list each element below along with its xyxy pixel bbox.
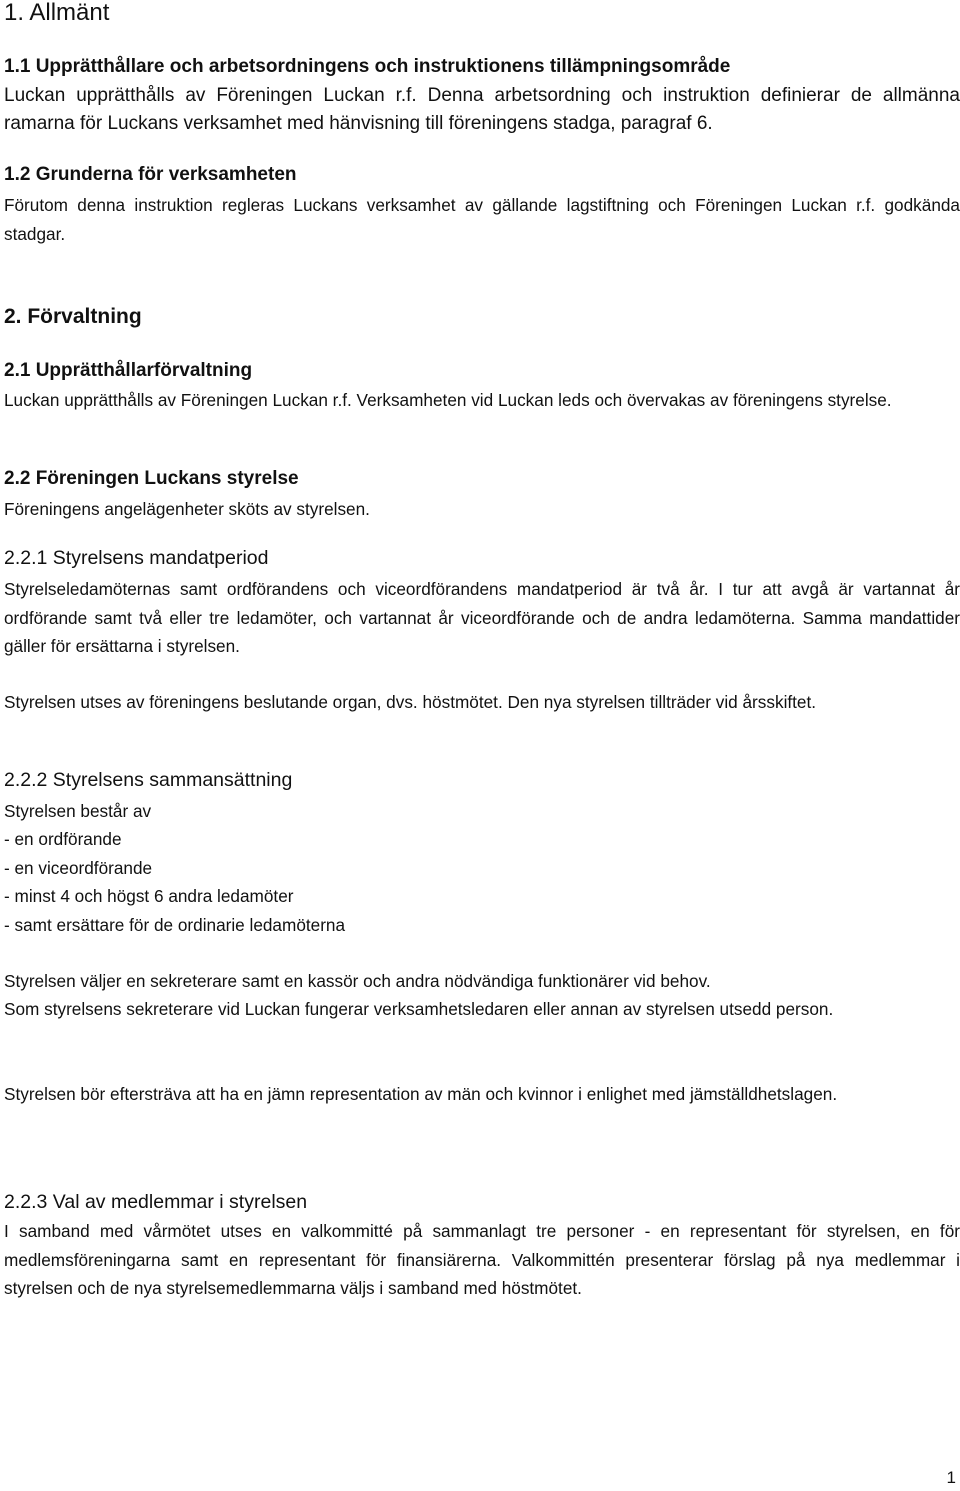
section-1-2-title: 1.2 Grunderna för verksamheten (4, 164, 297, 185)
heading-forvaltning: 2. Förvaltning (4, 305, 142, 328)
heading-allmant: 1. Allmänt (4, 0, 110, 26)
board-composition-list (4, 825, 960, 939)
section-2-1-title: 2.1 Upprätthållarförvaltning (4, 360, 253, 381)
section-2-2-3-title: 2.2.3 Val av medlemmar i styrelsen (4, 1191, 308, 1213)
section-2-2-1-paragraph-2: Styrelsen utses av föreningens beslutande organ, dvs. höstmötet. Den nya styrelsen tillträder vid årsskiftet. (4, 692, 817, 712)
section-2-2-1-title: 2.2.1 Styrelsens mandatperiod (4, 547, 269, 569)
section-1-1-text: Luckan upprätthålls av Föreningen Luckan r.f. Denna arbetsordning och instruktion definierar de allmänna ramarna för Luckans verksamhet med hänvisning till föreningens stadga, paragraf 6. (4, 85, 960, 134)
section-2-2-2-paragraph-2: Styrelsen bör eftersträva att ha en jämn representation av män och kvinnor i enlighet med jämställdhetslagen. (4, 1084, 838, 1104)
section-2-2-2-intro: Styrelsen består av (4, 801, 152, 821)
section-2-2-1-paragraph-1: Styrelseledamöternas samt ordförandens och viceordförandens mandatperiod är två år. I tur att avgå är vartannat år ordförande samt två eller tre ledamöter, och vartannat år viceordförande och de andra ledamöterna. Samma mandattider gäller för ersättarna i styrelsen. (4, 579, 960, 656)
list-item: - minst 4 och högst 6 andra ledamöter (4, 886, 294, 906)
section-2-2-2-paragraph-1-line-1: Styrelsen väljer en sekreterare samt en kassör och andra nödvändiga funktionärer vid behov. (4, 971, 711, 991)
section-1-1-title: 1.1 Upprätthållare och arbetsordningens och instruktionens tillämpningsområde (4, 56, 731, 77)
page-number: 1 (946, 1468, 956, 1487)
section-2-2-title: 2.2 Föreningen Luckans styrelse (4, 468, 299, 489)
list-item: - en ordförande (4, 829, 122, 849)
list-item: - samt ersättare för de ordinarie ledamöterna (4, 914, 346, 935)
list-item: - en viceordförande (4, 857, 153, 878)
section-1-2-text: Förutom denna instruktion regleras Luckans verksamhet av gällande lagstiftning och Föreningen Luckan r.f. godkända stadgar. (4, 195, 960, 244)
section-2-2-2-title: 2.2.2 Styrelsens sammansättning (4, 769, 293, 791)
section-2-2-2-paragraph-1-line-2: Som styrelsens sekreterare vid Luckan fungerar verksamhetsledaren eller annan av styrelsen utsedd person. (4, 999, 834, 1019)
section-2-1-text: Luckan upprätthålls av Föreningen Luckan r.f. Verksamheten vid Luckan leds och övervakas av föreningens styrelse. (4, 390, 892, 410)
section-2-2-text: Föreningens angelägenheter sköts av styrelsen. (4, 499, 370, 519)
section-2-2-3-text: I samband med vårmötet utses en valkommitté på sammanlagt tre personer - en representant för styrelsen, en för medlemsföreningarna samt en representant för finansiärerna. Valkommittén presenterar förslag på nya medlemmar i styrelsen och de nya styrelsemedlemmarna väljs i samband med höstmötet. (4, 1221, 960, 1298)
